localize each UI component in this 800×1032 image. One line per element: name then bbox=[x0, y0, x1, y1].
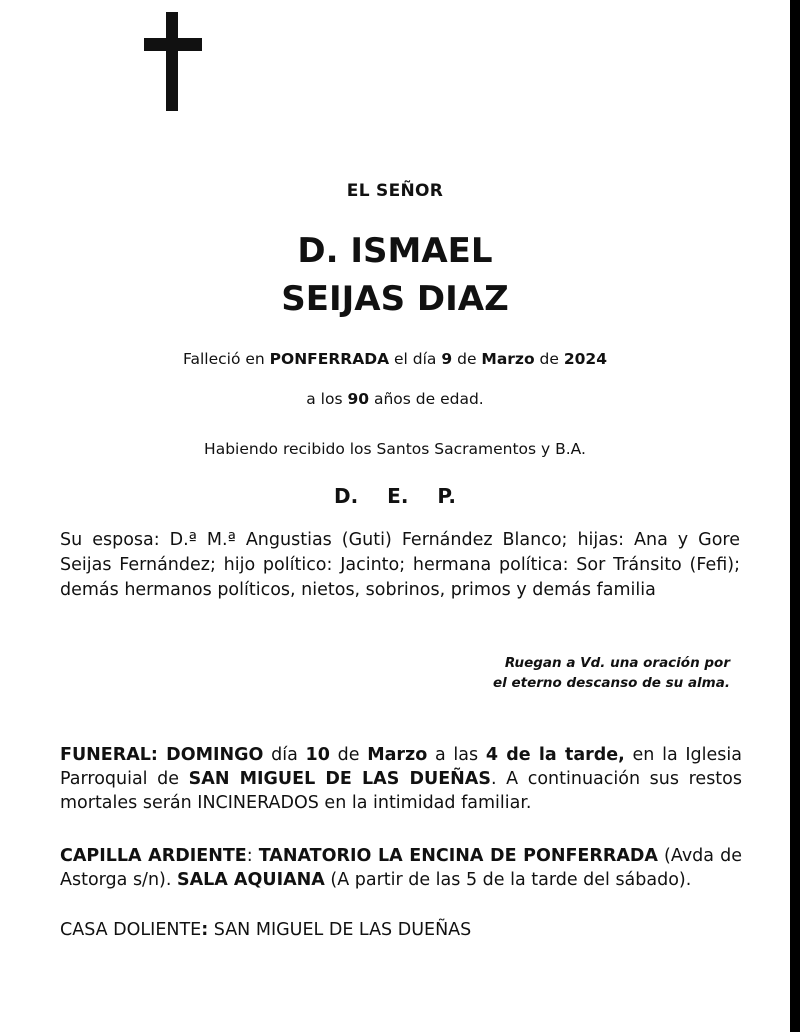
chapel-text: : bbox=[246, 846, 259, 866]
death-day: 9 bbox=[441, 350, 453, 368]
death-text: de bbox=[452, 350, 482, 368]
funeral-church: SAN MIGUEL DE LAS DUEÑAS bbox=[188, 769, 491, 789]
name-line-2: SEIJAS DIAZ bbox=[281, 279, 509, 319]
age-value: 90 bbox=[347, 390, 370, 408]
death-place: PONFERRADA bbox=[269, 350, 390, 368]
death-text: de bbox=[534, 350, 564, 368]
age-info bbox=[0, 390, 790, 408]
chapel-label: CAPILLA ARDIENTE bbox=[60, 846, 247, 866]
death-month: Marzo bbox=[481, 350, 535, 368]
chapel-text: (A partir de las 5 de la tarde del sábado). bbox=[324, 870, 692, 890]
funeral-paragraph bbox=[60, 743, 742, 815]
funeral-day: 10 bbox=[305, 745, 330, 765]
chapel-paragraph bbox=[60, 844, 742, 892]
house-line bbox=[60, 918, 742, 942]
funeral-text: a las bbox=[427, 745, 486, 765]
prayer-note bbox=[493, 653, 730, 693]
sacraments-line: Habiendo recibido los Santos Sacramentos y B.A. bbox=[204, 440, 586, 458]
death-info bbox=[0, 350, 790, 368]
death-text: el día bbox=[389, 350, 442, 368]
death-prefix: Falleció en bbox=[183, 350, 270, 368]
house-label: CASA DOLIENTE bbox=[60, 920, 202, 940]
name-line-1: D. ISMAEL bbox=[297, 231, 493, 271]
cross-icon bbox=[144, 12, 202, 112]
age-suffix: años de edad. bbox=[373, 390, 484, 408]
funeral-text: de bbox=[329, 745, 368, 765]
funeral-text: . A continuación sus restos mortales serán INCINERADOS en la intimidad familiar. bbox=[60, 769, 742, 813]
chapel-venue: TANATORIO LA ENCINA DE PONFERRADA bbox=[258, 846, 658, 866]
prayer-line-1: Ruegan a Vd. una oración por bbox=[504, 655, 730, 671]
chapel-text: (Avda de Astorga s/n). bbox=[60, 846, 742, 890]
deceased-name bbox=[0, 227, 790, 323]
funeral-text: día bbox=[263, 745, 306, 765]
funeral-text: en la Iglesia Parroquial de bbox=[60, 745, 742, 789]
prayer-line-2: el eterno descanso de su alma. bbox=[493, 675, 730, 691]
family-paragraph: Su esposa: D.ª M.ª Angustias (Guti) Fernández Blanco; hijas: Ana y Gore Seijas Fernández; hijo político: Jacinto; hermana política: Sor Tránsito (Fefi); demás hermanos políticos, nietos, sobrinos, primos y demás familia bbox=[60, 530, 740, 600]
funeral-month: Marzo bbox=[367, 745, 428, 765]
funeral-time: 4 de la tarde, bbox=[485, 745, 625, 765]
death-year: 2024 bbox=[563, 350, 607, 368]
chapel-room: SALA AQUIANA bbox=[177, 870, 325, 890]
rip-line: D. E. P. bbox=[334, 484, 456, 508]
house-colon: : bbox=[201, 920, 209, 940]
funeral-label: FUNERAL: DOMINGO bbox=[60, 745, 264, 765]
intro-title: EL SEÑOR bbox=[346, 181, 444, 201]
house-place: SAN MIGUEL DE LAS DUEÑAS bbox=[208, 920, 472, 940]
age-prefix: a los bbox=[306, 390, 348, 408]
